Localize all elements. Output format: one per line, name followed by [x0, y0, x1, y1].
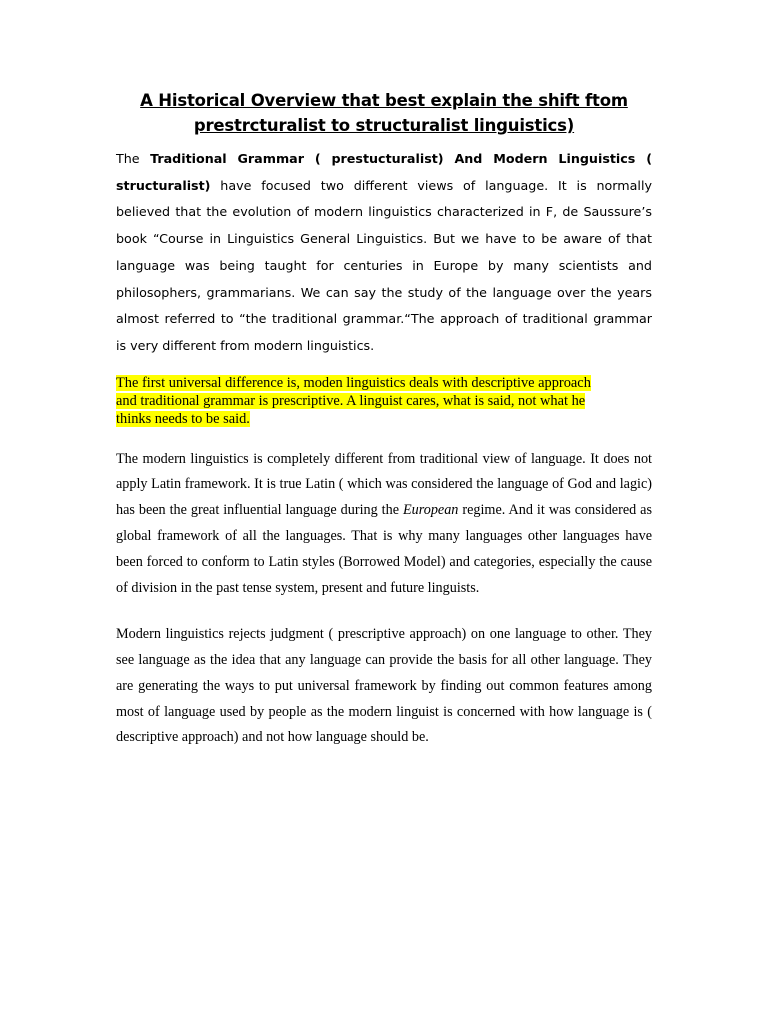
paragraph2-text-after: regime. And it was considered as global framework of all the languages. That is why many languages other languages have been forced to conform to Latin styles (Borrowed Model) and categories, especially the cause of division in the past tense system, present and future linguists. — [116, 502, 652, 596]
intro-paragraph — [116, 146, 652, 360]
highlight-line-1: The first universal difference is, moden linguistics deals with descriptive approach — [116, 374, 591, 391]
highlighted-paragraph — [116, 374, 636, 429]
document-page — [116, 88, 652, 772]
title-line-1: A Historical Overview that best explain the shift ftom — [140, 91, 628, 110]
paragraph2-text-before: The modern linguistics is completely different from traditional view of language. It does not apply Latin framework. It is true Latin ( which was considered the language of God and lagic) has been the great influential language during the — [116, 450, 652, 519]
title-line-2: prestrcturalist to structuralist linguistics) — [193, 116, 575, 135]
intro-lead: The — [116, 151, 151, 166]
highlight-line-3: thinks needs to be said. — [116, 411, 250, 428]
intro-rest: have focused two different views of language. It is normally believed that the evolution of modern linguistics characterized in F, de Saussure’s book “Course in Linguistics General Linguistics. But we have to be aware of that language was being taught for centuries in Europe by many scientists and philosophers, grammarians. We can say the study of the language over the years almost referred to “the traditional grammar.“The approach of traditional grammar is very different from modern linguistics. — [116, 177, 652, 353]
paragraph-universal-framework: Modern linguistics rejects judgment ( prescriptive approach) on one language to other. They see language as the idea that any language can provide the basis for all other language. They are generating the ways to put universal framework by finding out common features among most of language used by people as the modern linguist is concerned with how language is ( descriptive approach) and not how language should be. — [116, 626, 652, 746]
intro-bold-phrase: Traditional Grammar ( prestucturalist) And Modern Linguistics ( structuralist) — [116, 151, 652, 193]
document-title — [116, 88, 652, 138]
highlight-line-2: and traditional grammar is prescriptive. A linguist cares, what is said, not what he — [116, 392, 586, 409]
paragraph2-italic-word: European — [402, 502, 459, 519]
paragraph-latin-framework — [116, 447, 652, 602]
